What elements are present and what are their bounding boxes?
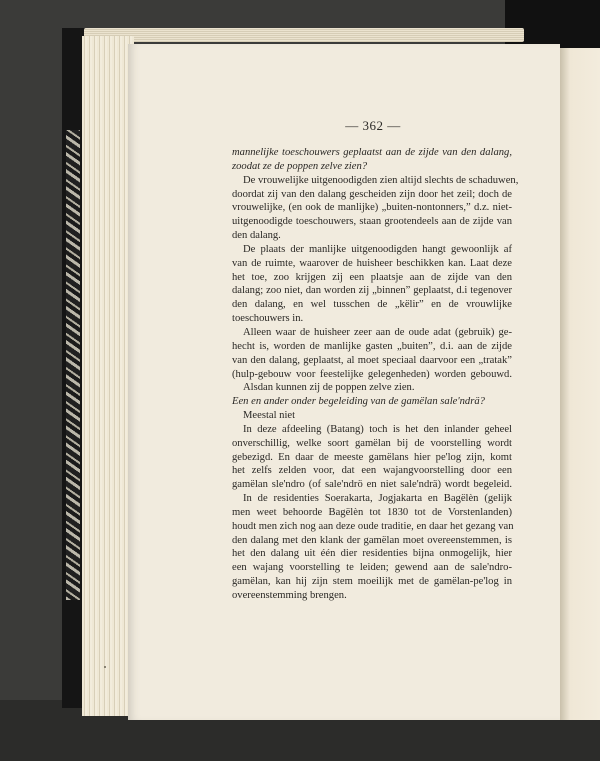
text-line: den dalang, en wel tusschen de „këlir” en de vrouwlijke (232, 299, 512, 311)
text-line: De vrouwelijke uitgenoodigden zien altijd slechts de schaduwen, (243, 174, 519, 186)
text-line: houdt men zich nog aan deze oude traditie, en daar het gezang van (232, 520, 514, 532)
text-line: van den dalang, geplaatst, al moet speciaal daarvoor een „tratak” (232, 354, 512, 366)
text-line: Alleen waar de huisheer zeer aan de oude adat (gebruik) ge- (243, 326, 512, 338)
marbled-edge (66, 130, 80, 600)
text-line: van de ruimte, waarover de huisheer beschikken kan. Laat deze (232, 257, 512, 269)
text-line: men weet behoorde Bagëlèn tot 1830 tot de Vorstenlanden) (232, 506, 512, 518)
page-number: — 362 — (345, 118, 401, 133)
text-line: dalang; zoo niet, dan worden zij „binnen” geplaatst, d.i tegenover (232, 285, 512, 297)
facing-page (560, 48, 600, 720)
text-line: zoodat ze de poppen zelve zien? (232, 160, 368, 172)
text-line: den dalang met den klank der gamëlan moet overeenstemmen, is (232, 534, 512, 546)
text-line: Meestal niet (243, 410, 296, 422)
text-line: den dalang. (232, 230, 281, 242)
text-line: (hulp-gebouw voor feestelijke gelegenheden) worden gebouwd. (232, 368, 512, 380)
text-line: het toe, zoo krijgen zij een plaatsje aan de zijde van den (232, 271, 512, 283)
text-line: het den dalang uit één dier residenties bijna onmogelijk, hier (232, 548, 512, 560)
text-line: Een en ander onder begeleiding van de gamëlan sale'ndrä? (232, 396, 485, 408)
text-line: gebezigd. En daar de meeste gamëlans hier pe'log zijn, komt (232, 451, 512, 463)
text-line: het zelfs zelden voor, dat een wajangvoorstelling door een (232, 465, 512, 477)
text-line: mannelijke toeschouwers geplaatst aan de zijde van den dalang, (232, 147, 512, 158)
text-line: hecht is, worden de manlijke gasten „buiten”, d.i. aan de zijde (232, 340, 512, 352)
text-line: In de residenties Soerakarta, Jogjakarta en Bagëlèn (gelijk (243, 493, 512, 505)
text-line: overeenstemming brengen. (232, 590, 347, 601)
page-edges-left (82, 36, 134, 716)
text-line: In deze afdeeling (Batang) toch is het den inlander geheel (243, 423, 512, 435)
text-line: onverschillig, welke soort gamëlan bij de voorstelling wordt (232, 437, 512, 449)
text-line: uitgenoodigde toeschouwers, staan grootendeels aan de zijde van (232, 216, 512, 228)
text-line: toeschouwers in. (232, 313, 304, 325)
text-line: gamëlan sle'ndro (of sale'ndrö en niet sale'ndrä) wordt begeleid. (232, 479, 512, 491)
page-speck (104, 666, 106, 668)
text-line: doordat zij van den dalang gescheiden zijn door het zeil; doch de (232, 188, 512, 200)
text-line: Alsdan kunnen zij de poppen zelve zien. (243, 382, 415, 394)
body-text (232, 146, 519, 603)
page-edges-top (84, 28, 524, 42)
text-line: De plaats der manlijke uitgenoodigden hangt gewoonlijk af (243, 243, 512, 255)
text-line: een wajang voorstelling te leiden; gewend aan de sale'ndro- (232, 562, 512, 574)
text-line: vrouwelijke, (en ook de manlijke) „buiten-nontonners,” d.z. niet- (232, 202, 512, 214)
text-line: gamëlan, kan hij zijn stem moeilijk met de gamëlan-pe'log in (232, 576, 512, 588)
